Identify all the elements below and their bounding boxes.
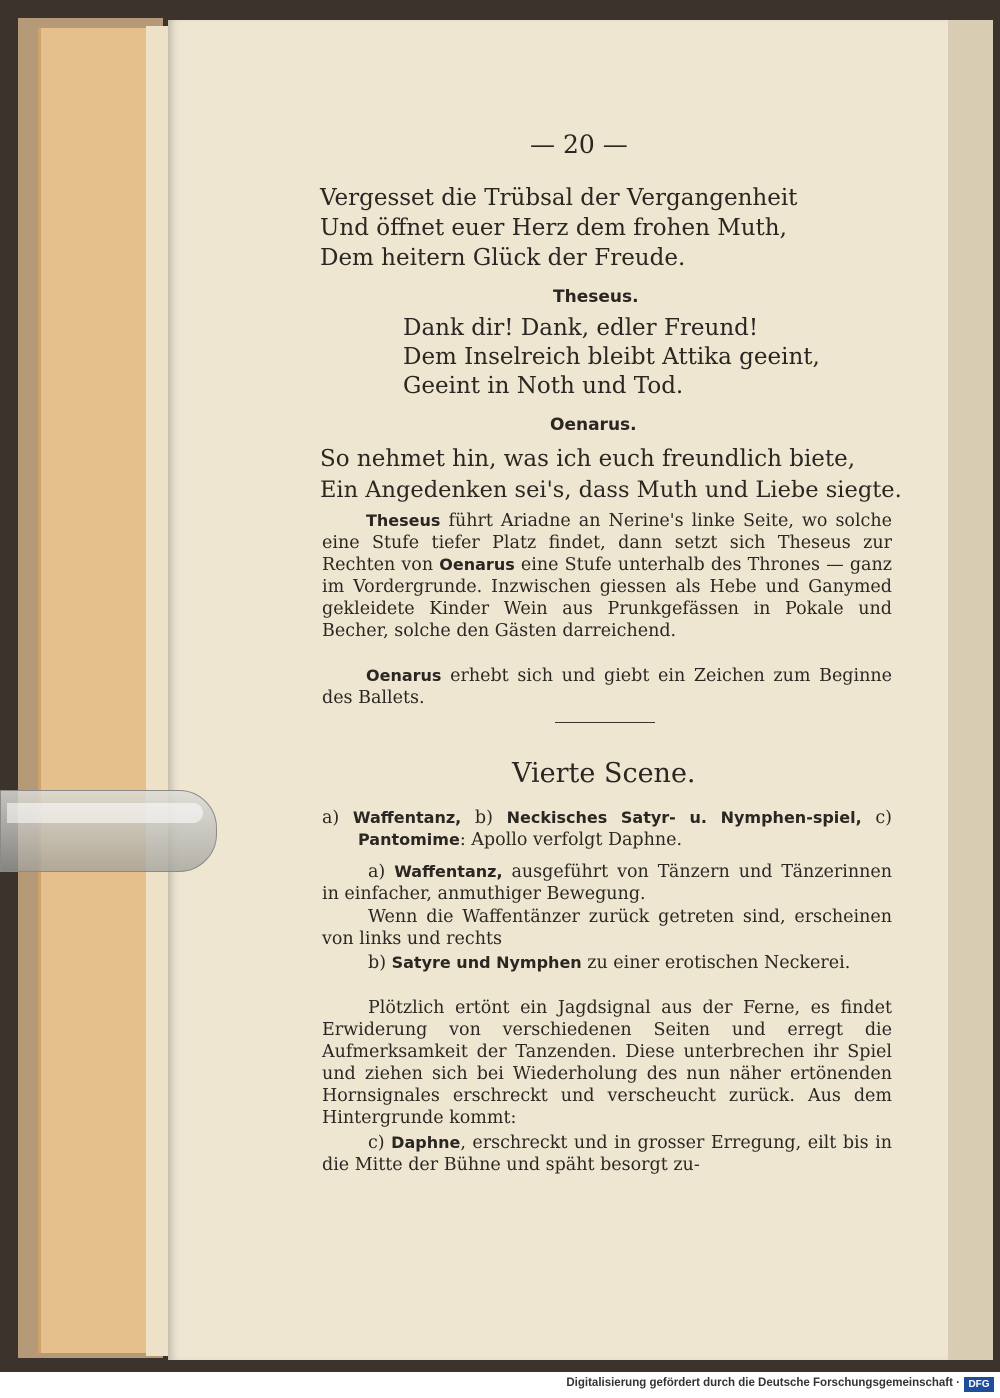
paragraph	[322, 861, 892, 905]
direction-text: eine Stufe unterhalb des Thrones — ganz im Vordergrunde. Inzwischen giessen als Hebe und Ganymed gekleidete Kinder Wein aus Prunkgefässen in Pokale und Becher, solche den Gästen darreichend.	[322, 555, 892, 641]
bookmark-clip	[0, 790, 217, 872]
verse-line: Und öffnet euer Herz dem frohen Muth,	[320, 215, 787, 241]
character-name: Theseus	[366, 511, 441, 530]
item-label: a)	[322, 808, 353, 828]
item-label: c)	[861, 808, 893, 828]
page-number: — 20 —	[530, 130, 628, 159]
item-title: Waffentanz,	[394, 862, 503, 881]
stage-direction	[322, 665, 892, 709]
verse-line: Dem heitern Glück der Freude.	[320, 245, 686, 271]
verse-line: Vergesset die Trübsal der Vergangenheit	[320, 185, 798, 211]
item-label: b)	[368, 953, 392, 973]
speaker-name: Oenarus.	[550, 415, 637, 435]
paragraph-text: ausgeführt von Tänzern und Tänzerinnen in einfacher, anmuthiger Bewegung.	[322, 862, 893, 904]
item-title: Satyre und Nymphen	[391, 953, 582, 972]
verse-line: Dem Inselreich bleibt Attika geeint,	[403, 344, 820, 370]
paragraph	[322, 952, 892, 974]
paragraph-text: zu einer erotischen Neckerei.	[581, 953, 851, 973]
paragraph: Plötzlich ertönt ein Jagdsignal aus der Ferne, es findet Erwiderung von verschiedenen Seiten und erregt die Aufmerksamkeit der Tanzenden. Diese unterbrechen ihr Spiel und ziehen sich bei Wiederholung des nun näher ertönenden Hornsignales erschreckt und verscheucht zurück. Aus dem Hintergrunde kommt:	[322, 998, 892, 1128]
direction-text: führt Ariadne an Nerine's linke Seite, wo solche eine Stufe tiefer Platz findet, dann setzt sich Theseus zur Rechten von	[322, 511, 892, 575]
paragraph: Wenn die Waffentänzer zurück getreten sind, erscheinen von links und rechts	[322, 907, 892, 949]
scene-contents	[322, 807, 892, 851]
item-label: a)	[368, 862, 395, 882]
scene-heading: Vierte Scene.	[512, 758, 696, 789]
item-label: b)	[461, 808, 507, 828]
cover-board	[38, 28, 149, 1353]
footer-bar	[0, 1372, 1000, 1398]
verse-line: Dank dir! Dank, edler Freund!	[403, 315, 759, 341]
section-divider	[555, 722, 655, 723]
speaker-name: Theseus.	[553, 287, 639, 307]
character-name: Oenarus	[366, 666, 442, 685]
paragraph-text: , erschreckt und in grosser Erregung, eilt bis in die Mitte der Bühne und späht besorgt zu-	[322, 1133, 892, 1175]
item-title: Daphne	[391, 1133, 461, 1152]
verse-line: Ein Angedenken sei's, dass Muth und Liebe siegte.	[320, 477, 902, 503]
footer-credit: Digitalisierung gefördert durch die Deutsche Forschungsgemeinschaft ·	[566, 1377, 960, 1389]
stage-direction	[322, 510, 892, 642]
item-title: Neckisches Satyr- u. Nymphen-spiel,	[506, 808, 862, 827]
direction-text: erhebt sich und giebt ein Zeichen zum Beginne des Ballets.	[322, 666, 892, 708]
verse-line: So nehmet hin, was ich euch freundlich biete,	[320, 446, 856, 472]
item-title: Pantomime	[358, 830, 460, 849]
paragraph	[322, 1132, 892, 1176]
item-label: c)	[368, 1133, 392, 1153]
character-name: Oenarus	[439, 555, 515, 574]
verse-line: Geeint in Noth und Tod.	[403, 373, 684, 399]
item-title: Waffentanz,	[352, 808, 462, 827]
bookmark-highlight	[7, 803, 203, 823]
dfg-logo: DFG	[964, 1377, 994, 1392]
item-text: : Apollo verfolgt Daphne.	[459, 830, 683, 850]
